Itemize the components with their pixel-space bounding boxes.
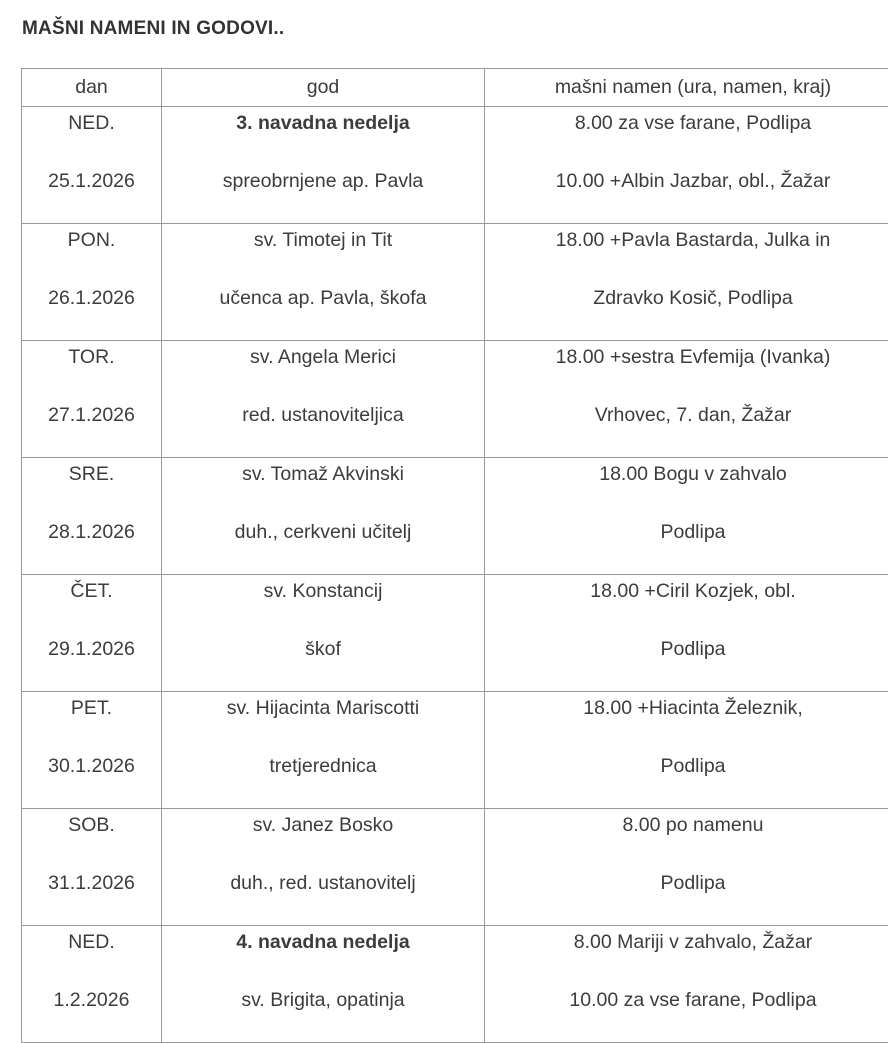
mass-line: Podlipa bbox=[485, 518, 888, 547]
mass-cell bbox=[485, 107, 888, 224]
feast-name: sv. Konstancij bbox=[162, 577, 484, 606]
day-cell bbox=[22, 575, 162, 692]
table-row bbox=[22, 224, 888, 341]
mass-cell bbox=[485, 692, 888, 809]
mass-line: 10.00 za vse farane, Podlipa bbox=[485, 986, 888, 1015]
date: 27.1.2026 bbox=[22, 401, 161, 430]
day-cell bbox=[22, 926, 162, 1043]
mass-line: Podlipa bbox=[485, 869, 888, 898]
day-cell bbox=[22, 809, 162, 926]
mass-cell bbox=[485, 341, 888, 458]
feast-cell bbox=[162, 458, 485, 575]
date: 30.1.2026 bbox=[22, 752, 161, 781]
feast-detail: sv. Brigita, opatinja bbox=[162, 986, 484, 1015]
table-row bbox=[22, 692, 888, 809]
feast-name: 3. navadna nedelja bbox=[162, 109, 484, 138]
mass-line: 8.00 Mariji v zahvalo, Žažar bbox=[485, 928, 888, 957]
date: 26.1.2026 bbox=[22, 284, 161, 313]
date: 1.2.2026 bbox=[22, 986, 161, 1015]
mass-cell bbox=[485, 926, 888, 1043]
feast-name: sv. Hijacinta Mariscotti bbox=[162, 694, 484, 723]
header-day: dan bbox=[22, 69, 162, 107]
mass-line: 8.00 za vse farane, Podlipa bbox=[485, 109, 888, 138]
weekday: NED. bbox=[22, 928, 161, 957]
day-cell bbox=[22, 341, 162, 458]
day-cell bbox=[22, 224, 162, 341]
mass-cell bbox=[485, 809, 888, 926]
table-row bbox=[22, 341, 888, 458]
table-row bbox=[22, 458, 888, 575]
mass-cell bbox=[485, 224, 888, 341]
feast-detail: škof bbox=[162, 635, 484, 664]
weekday: PET. bbox=[22, 694, 161, 723]
feast-cell bbox=[162, 575, 485, 692]
feast-cell bbox=[162, 692, 485, 809]
weekday: SRE. bbox=[22, 460, 161, 489]
mass-cell bbox=[485, 575, 888, 692]
feast-cell bbox=[162, 107, 485, 224]
feast-name: sv. Timotej in Tit bbox=[162, 226, 484, 255]
feast-detail: red. ustanoviteljica bbox=[162, 401, 484, 430]
feast-detail: učenca ap. Pavla, škofa bbox=[162, 284, 484, 313]
mass-line: 18.00 +sestra Evfemija (Ivanka) bbox=[485, 343, 888, 372]
day-cell bbox=[22, 458, 162, 575]
feast-detail: tretjerednica bbox=[162, 752, 484, 781]
weekday: PON. bbox=[22, 226, 161, 255]
feast-cell bbox=[162, 926, 485, 1043]
mass-line: 18.00 +Hiacinta Železnik, bbox=[485, 694, 888, 723]
feast-name: sv. Janez Bosko bbox=[162, 811, 484, 840]
table-row bbox=[22, 809, 888, 926]
mass-cell bbox=[485, 458, 888, 575]
weekday: ČET. bbox=[22, 577, 161, 606]
table-row bbox=[22, 575, 888, 692]
mass-line: 18.00 +Ciril Kozjek, obl. bbox=[485, 577, 888, 606]
header-mass-intention: mašni namen (ura, namen, kraj) bbox=[485, 69, 888, 107]
mass-line: 10.00 +Albin Jazbar, obl., Žažar bbox=[485, 167, 888, 196]
date: 25.1.2026 bbox=[22, 167, 161, 196]
table-row bbox=[22, 107, 888, 224]
table-row bbox=[22, 926, 888, 1043]
day-cell bbox=[22, 107, 162, 224]
feast-detail: duh., red. ustanovitelj bbox=[162, 869, 484, 898]
weekday: TOR. bbox=[22, 343, 161, 372]
mass-line: Podlipa bbox=[485, 752, 888, 781]
feast-detail: duh., cerkveni učitelj bbox=[162, 518, 484, 547]
mass-line: Zdravko Kosič, Podlipa bbox=[485, 284, 888, 313]
feast-name: sv. Angela Merici bbox=[162, 343, 484, 372]
mass-line: 18.00 +Pavla Bastarda, Julka in bbox=[485, 226, 888, 255]
header-feast: god bbox=[162, 69, 485, 107]
table-header-row bbox=[22, 69, 888, 107]
feast-detail: spreobrnjene ap. Pavla bbox=[162, 167, 484, 196]
mass-line: Podlipa bbox=[485, 635, 888, 664]
weekday: NED. bbox=[22, 109, 161, 138]
page-title: MAŠNI NAMENI IN GODOVI.. bbox=[22, 18, 284, 40]
mass-line: Vrhovec, 7. dan, Žažar bbox=[485, 401, 888, 430]
feast-cell bbox=[162, 224, 485, 341]
feast-cell bbox=[162, 809, 485, 926]
mass-schedule-table bbox=[21, 68, 888, 1043]
feast-name: sv. Tomaž Akvinski bbox=[162, 460, 484, 489]
weekday: SOB. bbox=[22, 811, 161, 840]
mass-line: 8.00 po namenu bbox=[485, 811, 888, 840]
feast-name: 4. navadna nedelja bbox=[162, 928, 484, 957]
feast-cell bbox=[162, 341, 485, 458]
day-cell bbox=[22, 692, 162, 809]
date: 28.1.2026 bbox=[22, 518, 161, 547]
mass-line: 18.00 Bogu v zahvalo bbox=[485, 460, 888, 489]
date: 29.1.2026 bbox=[22, 635, 161, 664]
date: 31.1.2026 bbox=[22, 869, 161, 898]
